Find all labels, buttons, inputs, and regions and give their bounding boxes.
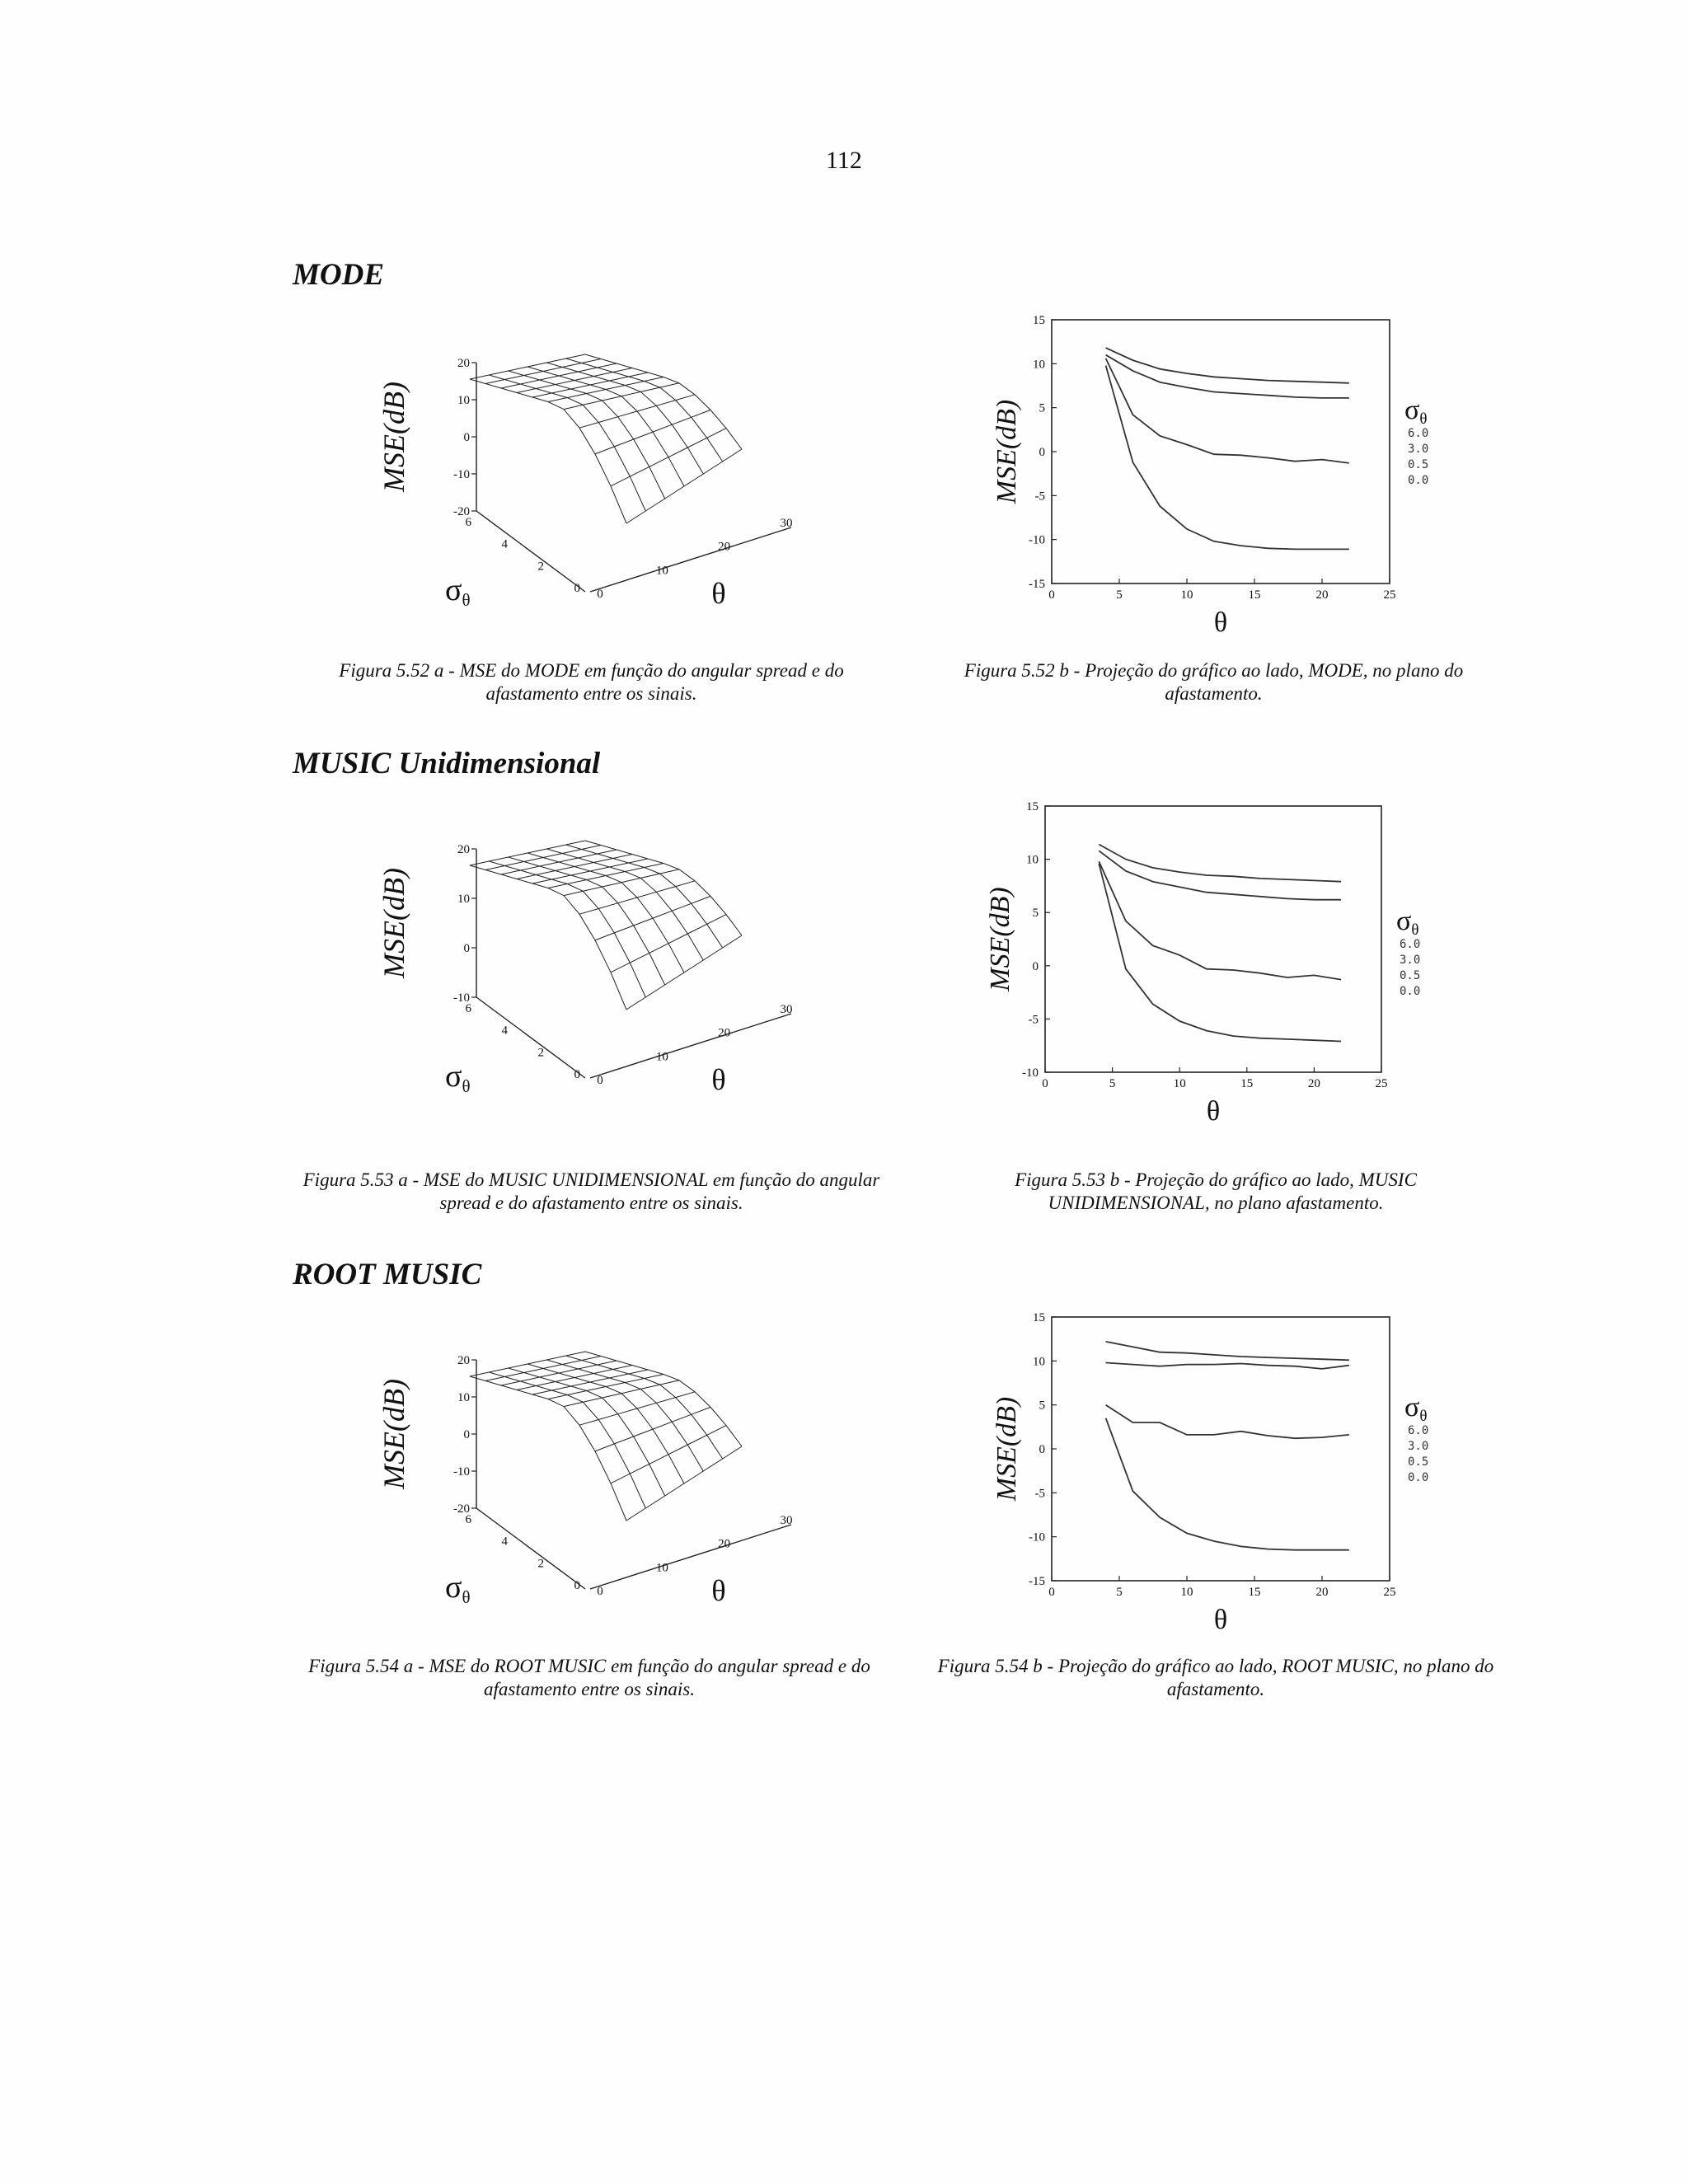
series-line-sigma-0.5 <box>1106 1405 1349 1439</box>
z-tick-label: 20 <box>457 357 470 370</box>
z-tick-label: 0 <box>463 1428 470 1441</box>
depth-tick-label: 6 <box>465 1513 471 1526</box>
y-axis-label: MSE(dB) <box>992 399 1022 504</box>
y-tick-label: 0 <box>1032 959 1039 973</box>
y-tick-label: 0 <box>1039 1443 1045 1456</box>
z-axis-label: MSE(dB) <box>377 868 410 978</box>
y-tick-label: -10 <box>1022 1066 1039 1080</box>
x-tick-label: 30 <box>780 1003 793 1016</box>
y-tick-label: 5 <box>1032 907 1039 921</box>
z-tick-label: -10 <box>453 1465 470 1479</box>
x-tick-label: 20 <box>1315 588 1329 602</box>
x-tick-label: 15 <box>1240 1077 1254 1090</box>
plot-area <box>992 1311 1428 1635</box>
z-axis-label: MSE(dB) <box>377 1379 410 1489</box>
y-tick-label: -15 <box>1029 1575 1045 1588</box>
legend-title: σθ <box>1404 1392 1428 1426</box>
legend-entry: 3.0 <box>1400 954 1421 967</box>
y-tick-label: 10 <box>1033 358 1045 372</box>
legend-entry: 0.0 <box>1408 1471 1429 1484</box>
depth-tick-label: 4 <box>501 537 508 551</box>
x-tick-label: 15 <box>1248 1586 1261 1599</box>
legend-entry: 0.5 <box>1400 969 1421 982</box>
y-tick-label: 10 <box>1026 853 1039 867</box>
caption-5-53-a: Figura 5.53 a - MSE do MUSIC UNIDIMENSIONAL em função do angular spread e do afastamento entre os sinais. <box>302 1169 880 1213</box>
legend-entry: 6.0 <box>1408 427 1429 440</box>
x-axis-label: θ <box>1213 607 1228 638</box>
z-tick-label: 10 <box>457 1391 470 1404</box>
series-line-sigma-6.0 <box>1106 1342 1349 1360</box>
y-tick-label: -10 <box>1029 1530 1045 1544</box>
z-tick-label: -20 <box>453 1502 470 1516</box>
y-tick-label: -15 <box>1029 578 1045 591</box>
depth-axis-label: σθ <box>445 1570 471 1607</box>
legend-entry: 0.0 <box>1400 985 1421 998</box>
x-tick-label: 10 <box>655 564 668 578</box>
x-tick-label: 0 <box>597 588 603 601</box>
depth-tick-label: 4 <box>501 1535 508 1549</box>
section-heading-root-music: ROOT MUSIC <box>293 1258 482 1291</box>
legend-entry: 3.0 <box>1408 1440 1429 1453</box>
x-tick-label: 0 <box>1048 1586 1055 1599</box>
x-tick-label: 0 <box>1042 1077 1048 1090</box>
caption-5-52-a: Figura 5.52 a - MSE do MODE em função do angular spread e do afastamento entre os sinais. <box>339 660 844 704</box>
x-tick-label: 0 <box>1048 588 1055 602</box>
depth-tick-label: 0 <box>574 582 580 595</box>
section-heading-music-unidimensional: MUSIC Unidimensional <box>293 747 601 780</box>
x-axis-label: θ <box>711 577 726 610</box>
z-tick-label: -20 <box>453 505 470 518</box>
x-tick-label: 0 <box>597 1585 603 1598</box>
legend-entry: 0.0 <box>1408 474 1429 487</box>
x-axis-label: θ <box>1206 1096 1221 1127</box>
y-tick-label: 15 <box>1033 1311 1045 1324</box>
x-tick-label: 10 <box>1180 1586 1193 1599</box>
y-tick-label: 10 <box>1033 1355 1045 1369</box>
caption-5-52-b: Figura 5.52 b - Projeção do gráfico ao lado, MODE, no plano do afastamento. <box>964 660 1464 704</box>
z-tick-label: 0 <box>463 431 470 444</box>
caption-5-54-b: Figura 5.54 b - Projeção do gráfico ao lado, ROOT MUSIC, no plano do afastamento. <box>937 1656 1494 1699</box>
legend-entry: 6.0 <box>1400 938 1421 951</box>
x-tick-label: 10 <box>1180 588 1193 602</box>
legend-entry: 0.5 <box>1408 458 1429 471</box>
x-tick-label: 10 <box>655 1050 668 1064</box>
depth-tick-label: 6 <box>465 516 471 529</box>
section-heading-mode: MODE <box>293 258 385 292</box>
y-tick-label: 5 <box>1039 401 1045 415</box>
x-tick-label: 25 <box>1383 588 1396 602</box>
x-tick-label: 10 <box>1173 1077 1186 1090</box>
z-tick-label: 10 <box>457 394 470 407</box>
depth-tick-label: 0 <box>574 1579 580 1592</box>
y-axis-label: MSE(dB) <box>985 887 1015 991</box>
z-axis-label: MSE(dB) <box>377 382 410 492</box>
caption-5-53-b: Figura 5.53 b - Projeção do gráfico ao lado, MUSIC UNIDIMENSIONAL, no plano afastamento. <box>1015 1169 1417 1213</box>
depth-tick-label: 2 <box>537 1557 544 1571</box>
x-tick-label: 5 <box>1116 1586 1123 1599</box>
legend-title: σθ <box>1396 906 1419 940</box>
y-tick-label: -10 <box>1029 533 1045 547</box>
z-tick-label: 20 <box>457 843 470 856</box>
plot-frame <box>1052 1317 1390 1581</box>
x-tick-label: 25 <box>1375 1077 1388 1090</box>
x-tick-label: 5 <box>1116 588 1123 602</box>
depth-tick-label: 2 <box>537 1046 544 1060</box>
caption-5-54-a: Figura 5.54 a - MSE do ROOT MUSIC em função do angular spread e do afastamento entre os sinais. <box>308 1656 870 1699</box>
legend-entry: 0.5 <box>1408 1455 1429 1469</box>
x-tick-label: 25 <box>1383 1586 1396 1599</box>
x-tick-label: 20 <box>1315 1586 1329 1599</box>
depth-tick-label: 4 <box>501 1024 508 1038</box>
y-tick-label: 15 <box>1033 314 1045 327</box>
depth-axis-label: σθ <box>445 573 471 610</box>
x-tick-label: 20 <box>1307 1077 1320 1090</box>
x-axis-label: θ <box>1213 1605 1228 1635</box>
z-tick-label: 20 <box>457 1354 470 1367</box>
depth-tick-label: 0 <box>574 1068 580 1081</box>
y-tick-label: 15 <box>1026 800 1039 813</box>
z-tick-label: 0 <box>463 942 470 955</box>
legend-entry: 6.0 <box>1408 1424 1429 1437</box>
x-tick-label: 20 <box>718 540 731 554</box>
x-tick-label: 20 <box>718 1537 731 1551</box>
depth-tick-label: 2 <box>537 560 544 574</box>
x-tick-label: 30 <box>780 517 793 530</box>
x-tick-label: 5 <box>1109 1077 1116 1090</box>
x-axis-label: θ <box>711 1574 726 1607</box>
x-tick-label: 30 <box>780 1514 793 1527</box>
y-tick-label: 5 <box>1039 1399 1045 1413</box>
z-tick-label: -10 <box>453 991 470 1005</box>
series-line-sigma-3.0 <box>1106 1363 1349 1369</box>
page-number: 112 <box>826 147 862 174</box>
x-tick-label: 10 <box>655 1561 668 1575</box>
y-tick-label: -5 <box>1034 1487 1045 1501</box>
depth-tick-label: 6 <box>465 1002 471 1015</box>
x-tick-label: 15 <box>1248 588 1261 602</box>
x-axis-label: θ <box>711 1063 726 1096</box>
legend-title: σθ <box>1404 395 1428 429</box>
y-tick-label: 0 <box>1039 446 1045 459</box>
y-tick-label: -5 <box>1034 490 1045 504</box>
z-tick-label: -10 <box>453 468 470 481</box>
x-tick-label: 20 <box>718 1026 731 1040</box>
depth-axis-label: σθ <box>445 1059 471 1096</box>
y-axis-label: MSE(dB) <box>992 1396 1022 1502</box>
y-tick-label: -5 <box>1028 1013 1039 1027</box>
legend-entry: 3.0 <box>1408 443 1429 456</box>
x-tick-label: 0 <box>597 1074 603 1087</box>
z-tick-label: 10 <box>457 893 470 906</box>
